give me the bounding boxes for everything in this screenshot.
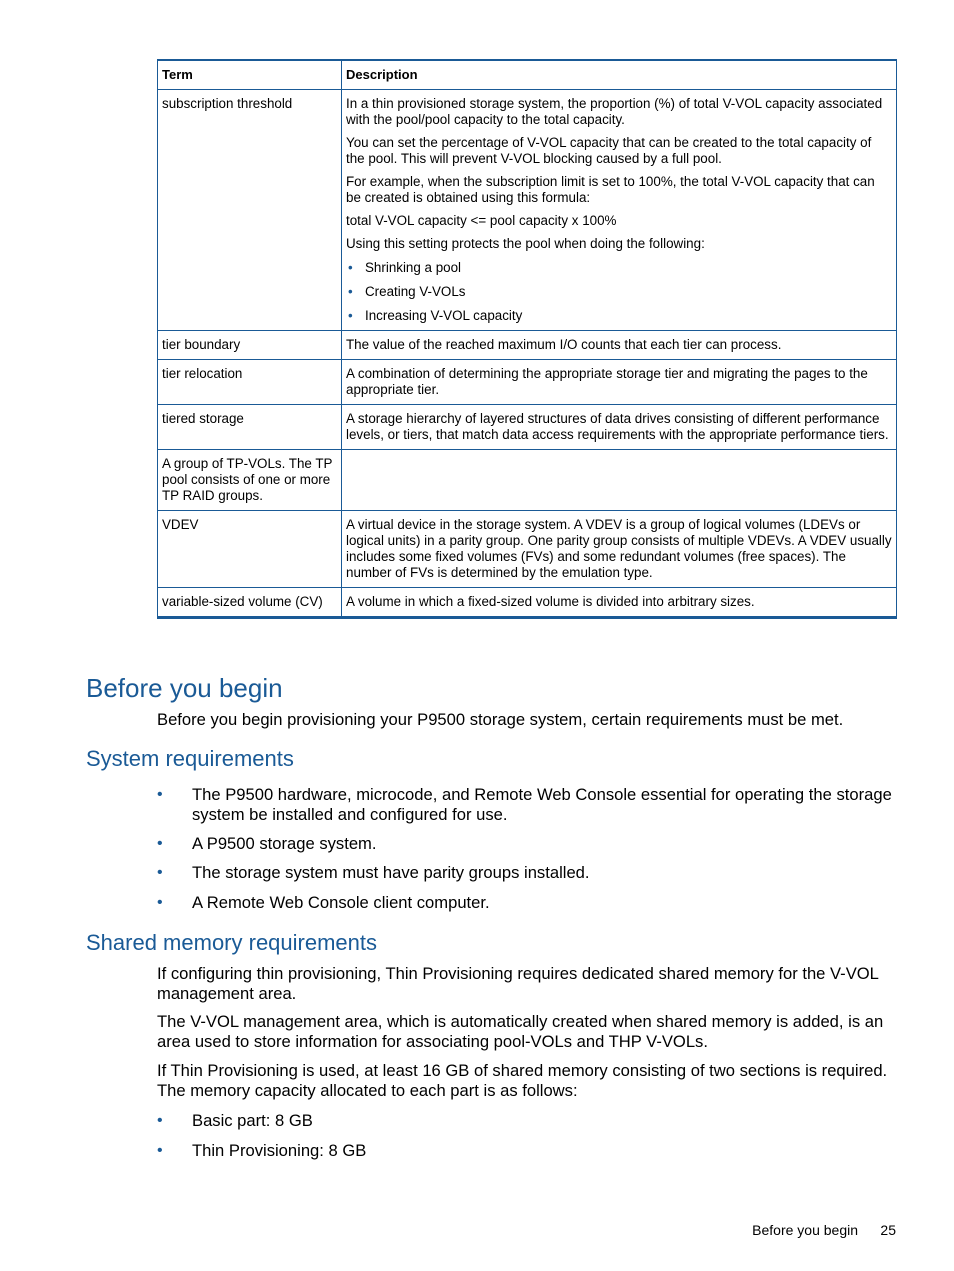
table-row <box>158 331 897 360</box>
bullet-icon: • <box>157 894 163 911</box>
bullet-icon: • <box>348 260 353 275</box>
column-header-term: Term <box>158 60 342 90</box>
description-paragraph: Using this setting protects the pool when doing the following: <box>346 236 705 251</box>
table-row <box>158 360 897 405</box>
bullet-icon: • <box>348 284 353 299</box>
description-cell: A combination of determining the appropriate storage tier and migrating the pages to the appropriate tier. <box>342 360 897 405</box>
term-cell: tier relocation <box>158 360 342 405</box>
table-row <box>158 511 897 588</box>
table-row <box>158 90 897 331</box>
list-item: • Basic part: 8 GB <box>157 1111 313 1130</box>
description-paragraph: For example, when the subscription limit is set to 100%, the total V-VOL capacity that can be created is obtained using this formula: <box>346 174 875 205</box>
bullet-icon: • <box>157 1142 163 1159</box>
intro-paragraph: Before you begin provisioning your P9500 storage system, certain requirements must be met. <box>157 710 844 729</box>
term-cell: VDEV <box>158 511 342 588</box>
description-cell: The value of the reached maximum I/O counts that each tier can process. <box>342 331 897 360</box>
formula-text: total V-VOL capacity <= pool capacity x 100% <box>346 213 617 228</box>
bullet-icon: • <box>157 864 163 881</box>
list-item: • The P9500 hardware, microcode, and Remote Web Console essential for operating the storage system be installed and configured for use. <box>157 785 892 824</box>
term-cell: subscription threshold <box>158 90 342 331</box>
glossary-table <box>157 59 897 619</box>
shared-memory-paragraph: The V-VOL management area, which is automatically created when shared memory is added, is an area used to store information for associating pool-VOLs and THP V-VOLs. <box>157 1012 884 1051</box>
list-item: • A Remote Web Console client computer. <box>157 893 490 912</box>
bullet-icon: • <box>157 1112 163 1129</box>
term-cell: tier boundary <box>158 331 342 360</box>
footer-section-label: Before you begin <box>752 1222 858 1238</box>
term-cell: A group of TP-VOLs. The TP pool consists of one or more TP RAID groups. <box>158 450 342 511</box>
table-row <box>158 405 897 450</box>
term-cell: variable-sized volume (CV) <box>158 588 342 618</box>
description-paragraph: You can set the percentage of V-VOL capacity that can be created to the total capacity of the pool. This will prevent V-VOL blocking caused by a full pool. <box>346 135 872 166</box>
section-title-before-you-begin: Before you begin <box>86 673 283 703</box>
list-item: • Creating V-VOLs <box>348 284 466 299</box>
description-paragraph: In a thin provisioned storage system, the proportion (%) of total V-VOL capacity associated with the pool/pool capacity to the total capacity. <box>346 96 883 127</box>
table-header-row <box>158 60 897 90</box>
bullet-icon: • <box>348 308 353 323</box>
subsection-title-system-requirements: System requirements <box>86 746 294 771</box>
list-item: • The storage system must have parity groups installed. <box>157 863 590 882</box>
list-item: • Increasing V-VOL capacity <box>348 308 523 323</box>
page-number: 25 <box>880 1222 896 1238</box>
table-row <box>158 450 897 511</box>
description-cell <box>342 90 897 331</box>
term-cell: tiered storage <box>158 405 342 450</box>
description-cell <box>342 450 897 511</box>
shared-memory-paragraph: If configuring thin provisioning, Thin Provisioning requires dedicated shared memory for the V-VOL management area. <box>157 964 879 1003</box>
description-cell: A volume in which a fixed-sized volume is divided into arbitrary sizes. <box>342 588 897 618</box>
system-requirements-list <box>157 785 902 913</box>
shared-memory-list <box>157 1111 902 1161</box>
description-cell: A storage hierarchy of layered structures of data drives consisting of different performance levels, or tiers, that match data access requirements with the appropriate performance tiers. <box>342 405 897 450</box>
table-row <box>158 588 897 618</box>
list-item: • Shrinking a pool <box>348 260 462 275</box>
bullet-icon: • <box>157 786 163 803</box>
bullet-icon: • <box>157 835 163 852</box>
list-item: • Thin Provisioning: 8 GB <box>157 1141 367 1160</box>
list-item: • A P9500 storage system. <box>157 834 377 853</box>
column-header-description: Description <box>342 60 897 90</box>
subsection-title-shared-memory: Shared memory requirements <box>86 930 378 955</box>
cell-bullet-list <box>346 260 892 324</box>
shared-memory-paragraph: If Thin Provisioning is used, at least 16 GB of shared memory consisting of two sections is required. The memory capacity allocated to each part is as follows: <box>157 1061 888 1100</box>
description-cell: A virtual device in the storage system. A VDEV is a group of logical volumes (LDEVs or logical units) in a parity group. One parity group consists of multiple VDEVs. A VDEV usually includes some fixed volumes (FVs) and some redundant volumes (free spaces). The number of FVs is determined by the emulation type. <box>342 511 897 588</box>
